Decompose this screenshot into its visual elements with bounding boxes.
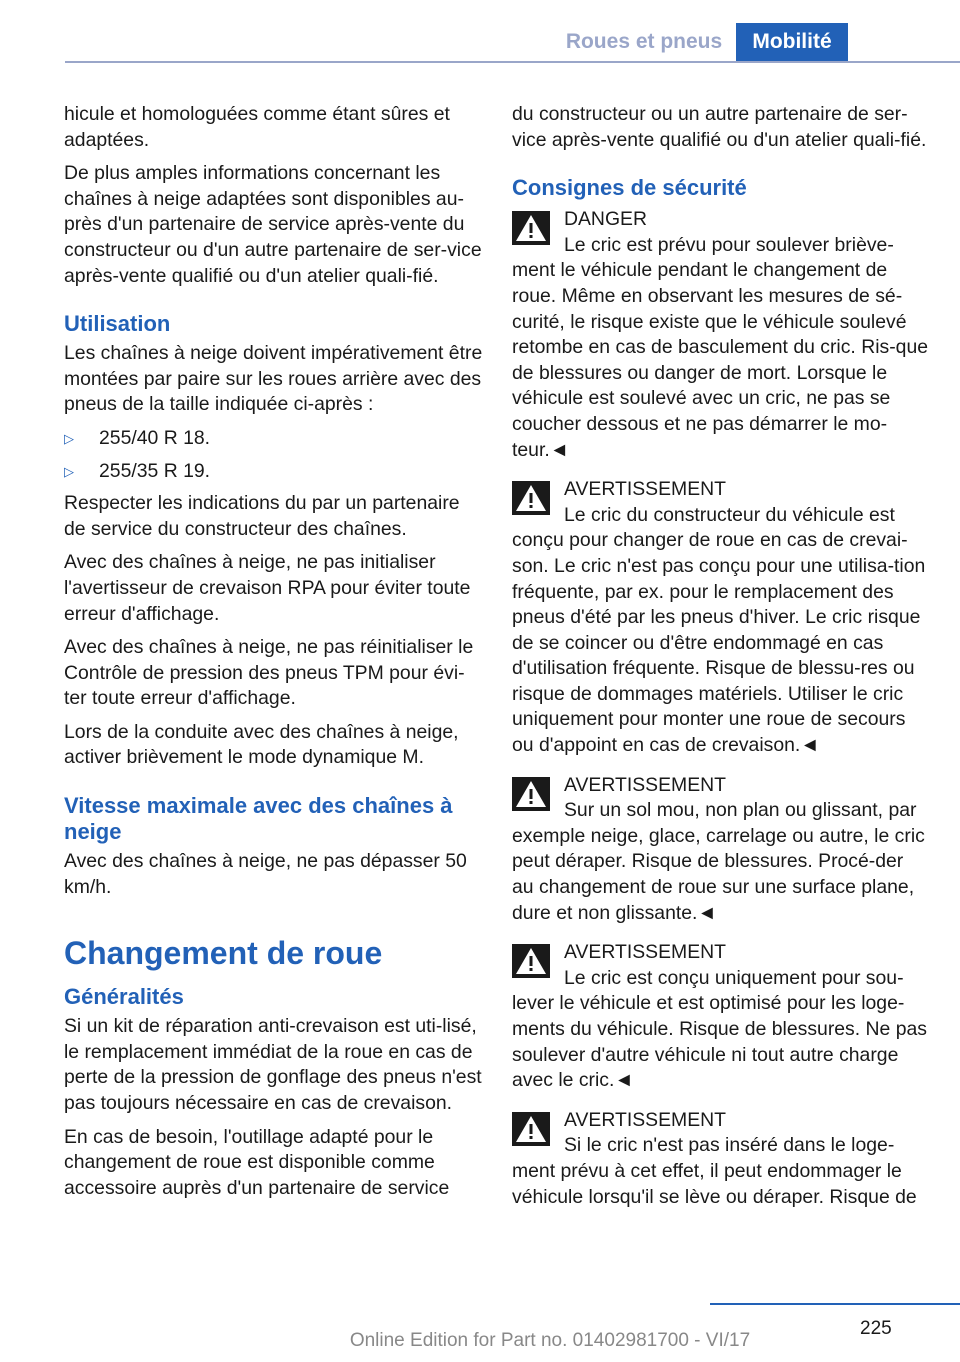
warning-title: AVERTISSEMENT — [564, 941, 726, 964]
right-column — [512, 102, 930, 1218]
paragraph: Si un kit de réparation anti-crevaison est uti-lisé, le remplacement immédiat de la roue en cas de perte de la pression de gonflage des pneus n'est pas toujours nécessaire en cas de crevaison. — [64, 1015, 482, 1115]
warning-text: Si le cric n'est pas inséré dans le loge-ment prévu à cet effet, il peut endommager le véhicule lorsqu'il se lève ou déraper. Risque de — [512, 1134, 917, 1208]
warning-block — [512, 940, 930, 1094]
triangle-bullet-icon: ▷ — [64, 430, 74, 446]
paragraph: hicule et homologuées comme étant sûres et adaptées. — [64, 103, 450, 151]
heading-vitesse-maximale: Vitesse maximale avec des chaînes à neige — [64, 793, 453, 845]
footer-divider — [710, 1303, 960, 1305]
warning-title: AVERTISSEMENT — [564, 478, 726, 501]
paragraph: Respecter les indications du par un partenaire de service du constructeur des chaînes. — [64, 492, 460, 540]
warning-block — [512, 207, 930, 463]
heading-consignes-de-securite: Consignes de sécurité — [512, 175, 747, 201]
list-item — [64, 426, 484, 452]
heading-generalites: Généralités — [64, 984, 184, 1010]
warning-block — [512, 773, 930, 927]
left-column — [64, 102, 484, 1209]
heading-utilisation: Utilisation — [64, 311, 171, 337]
warning-title: AVERTISSEMENT — [564, 1108, 726, 1131]
paragraph: Avec des chaînes à neige, ne pas dépasser 50 km/h. — [64, 850, 467, 898]
triangle-bullet-icon: ▷ — [64, 463, 74, 479]
paragraph: du constructeur ou un autre partenaire de ser-vice après-vente qualifié ou d'un atelier quali-fié. — [512, 103, 927, 151]
warning-title: DANGER — [564, 208, 647, 231]
page-number: 225 — [860, 1318, 892, 1339]
paragraph: De plus amples informations concernant les chaînes à neige adaptées sont disponibles au-près d'un partenaire de service après-vente du constructeur ou d'un autre partenaire de ser-vice après-vente qualifié ou d'un atelier quali-fié. — [64, 162, 482, 287]
warning-triangle-icon — [512, 777, 550, 811]
warning-title: AVERTISSEMENT — [564, 773, 726, 796]
warning-text: Le cric est prévu pour soulever briève-ment le véhicule pendant le changement de roue. Même en observant les mesures de sé-curité, le risque existe que le véhicule soulevé retombe en cas de basculement du cric. Ris-que de blessures ou danger de mort. Lorsque le véhicule est soulevé avec un cric, ne pas se coucher dessous et ne pas démarrer le mo-teur.◄ — [512, 233, 929, 461]
warning-triangle-icon — [512, 944, 550, 978]
section-tab-roues-et-pneus[interactable]: Roues et pneus — [565, 30, 723, 53]
paragraph: Avec des chaînes à neige, ne pas initialiser l'avertisseur de crevaison RPA pour éviter toute erreur d'affichage. — [64, 551, 471, 625]
page-header — [0, 0, 960, 62]
warning-triangle-icon — [512, 481, 550, 515]
paragraph: Avec des chaînes à neige, ne pas réinitialiser le Contrôle de pression des pneus TPM pour évi-ter toute erreur d'affichage. — [64, 636, 474, 710]
header-divider — [65, 61, 960, 63]
warning-triangle-icon — [512, 211, 550, 245]
list-item-text: 255/40 R 18. — [99, 426, 211, 449]
list-item-text: 255/35 R 19. — [99, 459, 211, 482]
heading-changement-de-roue: Changement de roue — [64, 935, 383, 972]
warning-text: Sur un sol mou, non plan ou glissant, par exemple neige, glace, carrelage ou autre, le cric peut déraper. Risque de blessures. Procé-der au changement de roue sur une surface plane, dure et non glissante.◄ — [512, 799, 925, 924]
edition-watermark: Online Edition for Part no. 01402981700 - VI/17 — [349, 1330, 751, 1351]
paragraph: Les chaînes à neige doivent impérativement être montées par paire sur les roues arrière avec des pneus de la taille indiquée ci-après : — [64, 342, 483, 416]
warning-block — [512, 1108, 930, 1210]
chapter-tab-mobilite[interactable]: Mobilité — [736, 23, 848, 61]
paragraph: En cas de besoin, l'outillage adapté pour le changement de roue est disponible comme accessoire auprès d'un partenaire de service — [64, 1125, 450, 1199]
warning-triangle-icon — [512, 1112, 550, 1146]
paragraph: Lors de la conduite avec des chaînes à neige, activer brièvement le mode dynamique M. — [64, 720, 459, 769]
warning-text: Le cric est conçu uniquement pour sou-lever le véhicule et est optimisé pour les loge-ments du véhicule. Risque de blessures. Ne pas soulever d'autre véhicule ni tout autre charge avec le cric.◄ — [512, 966, 927, 1092]
warning-text: Le cric du constructeur du véhicule est conçu pour changer de roue en cas de crevai-son. Le cric n'est pas conçu pour une utilisa-tion fréquente, par ex. pour le remplacement des pneus d'été par les pneus d'hiver. Le cric risque de se coincer ou d'être endommagé en cas d'utilisation fréquente. Risque de blessu-res ou risque de dommages matériels. Utiliser le cric uniquement pour monter une roue de secours ou d'appoint en cas de crevaison.◄ — [512, 503, 926, 757]
list-item — [64, 459, 484, 485]
warning-block — [512, 477, 930, 759]
